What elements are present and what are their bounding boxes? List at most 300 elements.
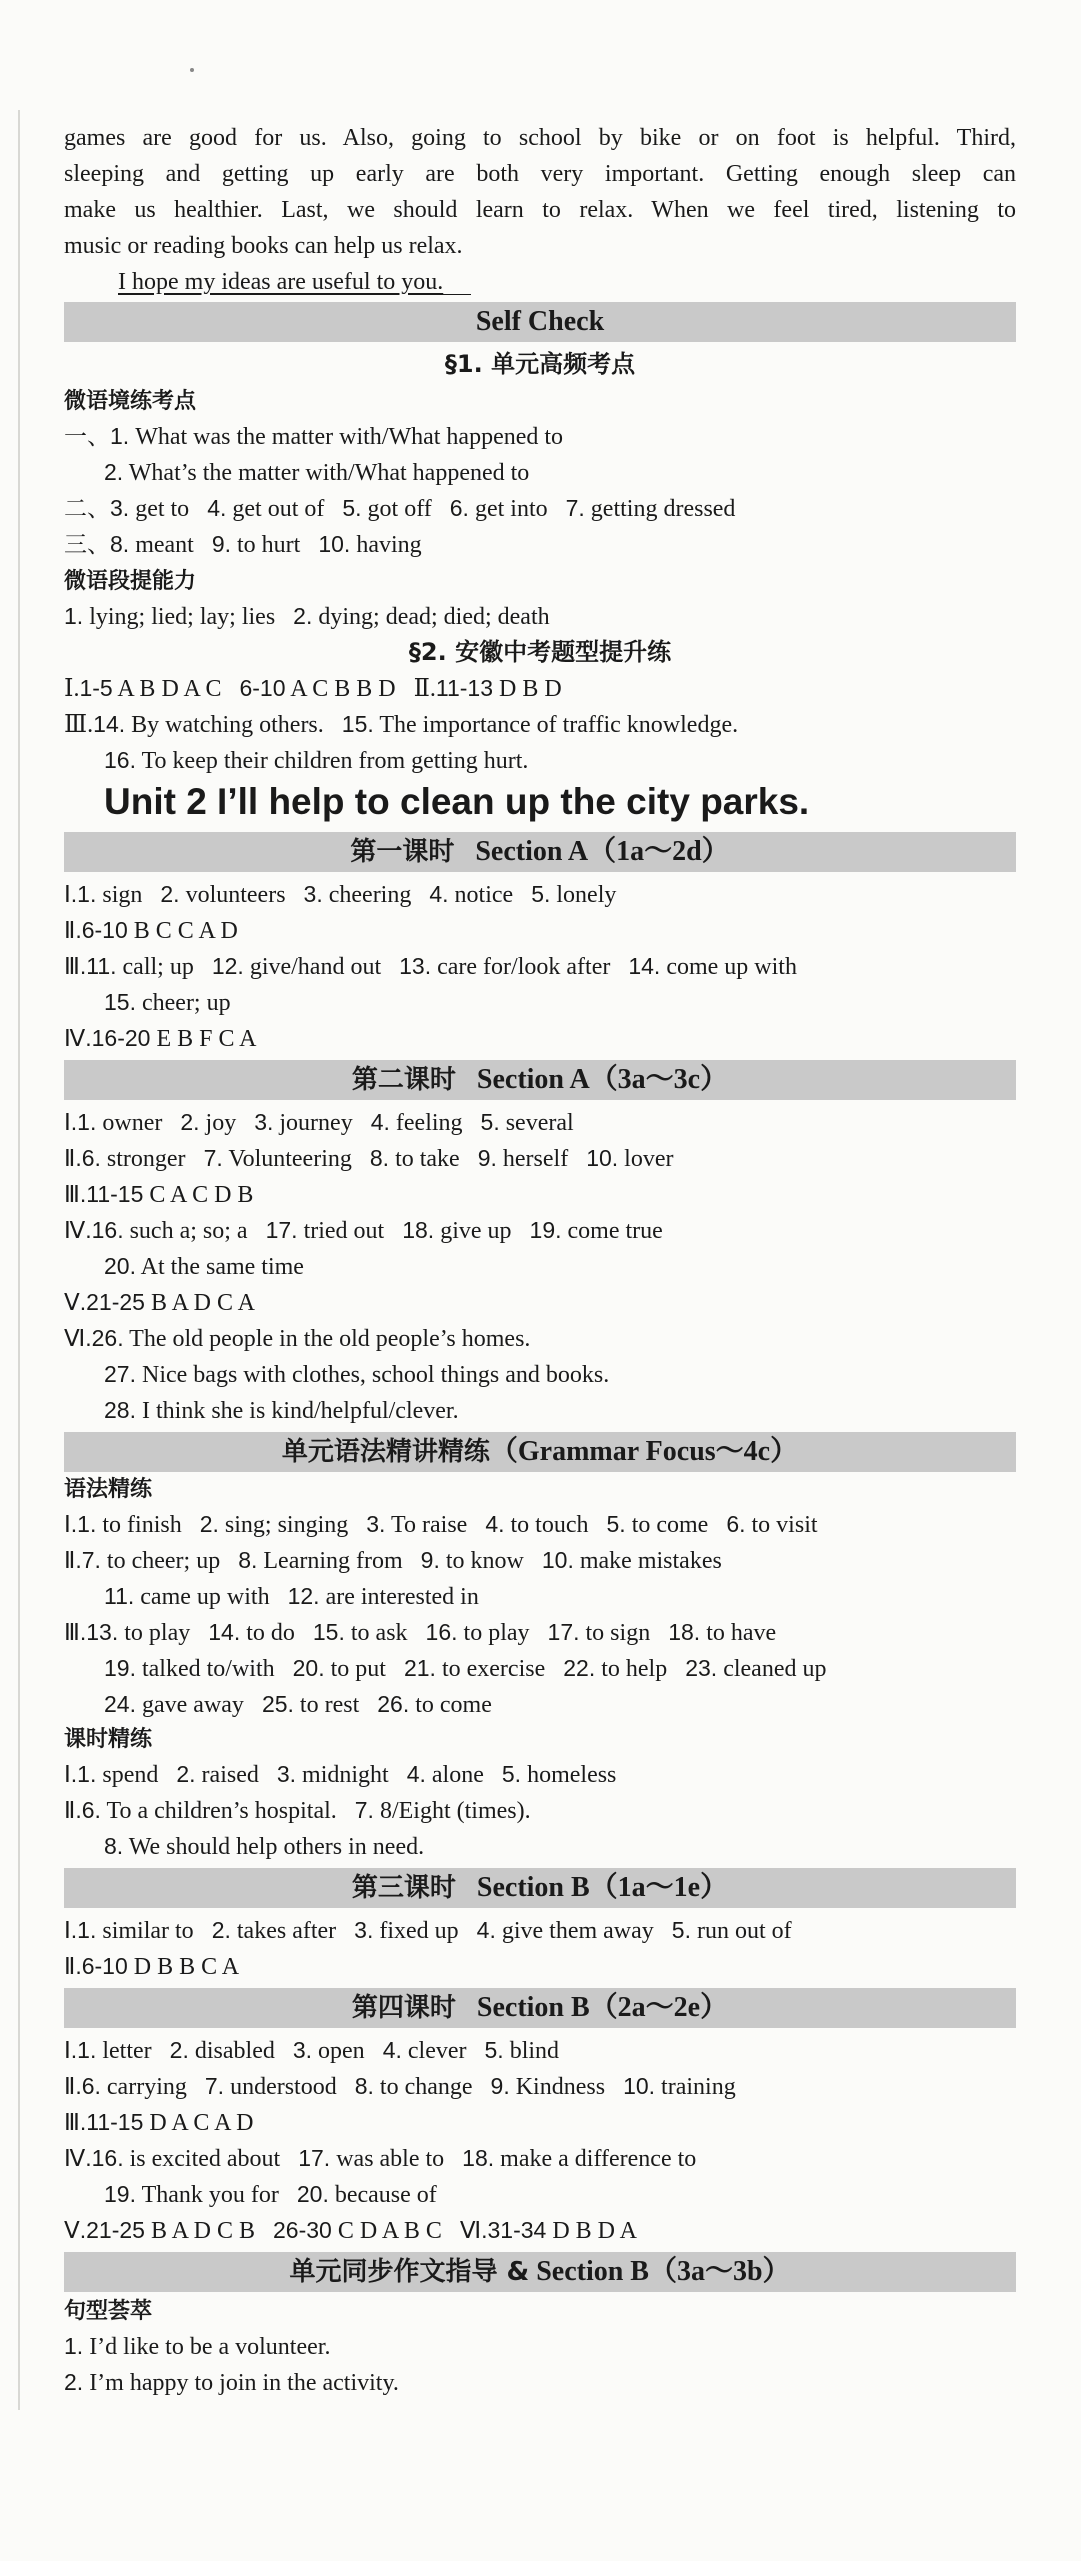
l1-row-5 bbox=[64, 1020, 256, 1057]
answer: sing; singing bbox=[224, 1512, 349, 1538]
answer: give them away bbox=[501, 1918, 654, 1944]
l4-row-6 bbox=[64, 2212, 637, 2249]
num: 20. bbox=[292, 1655, 325, 1681]
sc-answer: The importance of traffic knowledge. bbox=[379, 712, 739, 738]
answer: homeless bbox=[527, 1762, 617, 1788]
answer: takes after bbox=[236, 1918, 337, 1944]
sc-num: 15. bbox=[341, 711, 374, 737]
intro-line-4: music or reading books can help us relax. bbox=[64, 233, 463, 259]
answer: disabled bbox=[194, 2038, 275, 2064]
answer: to rest bbox=[299, 1692, 360, 1718]
answer: come true bbox=[567, 1218, 663, 1244]
num: 21. bbox=[403, 1655, 436, 1681]
num: 20. bbox=[296, 2181, 329, 2207]
sc-num: 1. bbox=[64, 603, 84, 629]
num: 2. bbox=[176, 1761, 196, 1787]
g-row-2 bbox=[64, 1542, 722, 1579]
sc-num: 9. bbox=[211, 531, 232, 557]
answer: fixed up bbox=[379, 1918, 459, 1944]
sc-answer: getting dressed bbox=[590, 496, 736, 522]
num: 3. bbox=[354, 1917, 374, 1943]
intro-line-1: games are good for us. Also, going to school by bike or on foot is helpful. Third, bbox=[64, 125, 1016, 151]
g-row-1 bbox=[64, 1506, 818, 1543]
sc-row-8 bbox=[104, 742, 528, 779]
sc-roman: Ⅱ. bbox=[413, 676, 436, 702]
l1-row-2 bbox=[64, 912, 238, 949]
answer: make a difference to bbox=[500, 2146, 697, 2172]
num: 12. bbox=[211, 953, 244, 979]
answer: to ask bbox=[350, 1620, 408, 1646]
sc-row-5 bbox=[64, 598, 550, 635]
answer: alone bbox=[431, 1762, 484, 1788]
sc-num: 16. bbox=[104, 747, 136, 773]
num: Ⅲ.13. bbox=[64, 1619, 119, 1645]
answer: stronger bbox=[106, 1146, 186, 1172]
answer: B A D C B bbox=[150, 2218, 255, 2244]
answer: to cheer; up bbox=[106, 1548, 221, 1574]
l2-row-1 bbox=[64, 1104, 574, 1141]
answer: notice bbox=[454, 882, 514, 908]
bar-cn: 第三课时 bbox=[351, 1873, 456, 1903]
num: 2. bbox=[160, 881, 180, 907]
sc-num: 11-13 bbox=[435, 675, 494, 701]
answer: E B F C A bbox=[156, 1026, 257, 1052]
answer: because of bbox=[334, 2182, 437, 2208]
num: 5. bbox=[606, 1511, 626, 1537]
answer: herself bbox=[502, 1146, 569, 1172]
sc-answer: To keep their children from getting hurt. bbox=[141, 748, 529, 774]
sc-num: 2. bbox=[293, 603, 313, 629]
num: 4. bbox=[485, 1511, 505, 1537]
answer: understood bbox=[230, 2074, 337, 2100]
answer: give up bbox=[440, 1218, 512, 1244]
num: 10. bbox=[586, 1145, 619, 1171]
num: 5. bbox=[480, 1109, 500, 1135]
answer: are interested in bbox=[325, 1584, 479, 1610]
num: Ⅱ.6-10 bbox=[64, 1953, 128, 1979]
answer: was able to bbox=[336, 2146, 445, 2172]
num: Ⅰ.1. bbox=[64, 2037, 97, 2063]
answer: Volunteering bbox=[228, 1146, 352, 1172]
answer: training bbox=[661, 2074, 736, 2100]
num: 3. bbox=[276, 1761, 297, 1787]
l1-row-3 bbox=[64, 948, 797, 985]
sc-num: 14. bbox=[93, 711, 126, 737]
grammar-bar bbox=[64, 1432, 1016, 1472]
num: Ⅳ.16-20 bbox=[64, 1025, 151, 1051]
label-micro-context: 微语境练考点 bbox=[64, 389, 197, 414]
answer: call; up bbox=[122, 954, 194, 980]
answer: to finish bbox=[102, 1512, 182, 1538]
num: 8. bbox=[369, 1145, 390, 1171]
answer: I think she is kind/helpful/clever. bbox=[141, 1398, 459, 1424]
g-row-3 bbox=[104, 1578, 479, 1615]
num: Ⅰ.1. bbox=[64, 1511, 97, 1537]
num: 2. bbox=[211, 1917, 231, 1943]
sc-roman: Ⅰ. bbox=[64, 676, 80, 702]
writing-bar bbox=[64, 2252, 1016, 2292]
sc-answer: lying; lied; lay; lies bbox=[89, 604, 276, 630]
answer: care for/look after bbox=[437, 954, 611, 980]
answer: To a children’s hospital. bbox=[106, 1798, 337, 1824]
answer: spend bbox=[102, 1762, 159, 1788]
g-row-9 bbox=[104, 1828, 424, 1865]
closing-text: I hope my ideas are useful to you. bbox=[118, 269, 444, 295]
num: Ⅴ.21-25 bbox=[64, 1289, 145, 1315]
answer: I’d like to be a volunteer. bbox=[89, 2334, 331, 2360]
answer: The old people in the old people’s homes. bbox=[129, 1326, 531, 1352]
answer: such a; so; a bbox=[129, 1218, 248, 1244]
answer: talked to/with bbox=[141, 1656, 275, 1682]
bar-cn: 第四课时 bbox=[351, 1993, 456, 2023]
sc-answer: By watching others. bbox=[131, 712, 324, 738]
bar-en: Section B（1a～1e） bbox=[476, 1872, 729, 1903]
sc-answer: get into bbox=[474, 496, 548, 522]
answer: Nice bags with clothes, school things and books. bbox=[141, 1362, 610, 1388]
num: 17. bbox=[547, 1619, 580, 1645]
num: 23. bbox=[685, 1655, 718, 1681]
answer: to sign bbox=[585, 1620, 651, 1646]
num: 17. bbox=[298, 2145, 331, 2171]
answer: tried out bbox=[303, 1218, 385, 1244]
answer: make mistakes bbox=[579, 1548, 722, 1574]
num: 2. bbox=[199, 1511, 219, 1537]
answer: to visit bbox=[751, 1512, 818, 1538]
w-row-1 bbox=[64, 2328, 330, 2365]
answer: run out of bbox=[696, 1918, 792, 1944]
w-row-2 bbox=[64, 2364, 399, 2401]
num: 7. bbox=[204, 2073, 225, 2099]
num: 4. bbox=[382, 2037, 402, 2063]
num: 3. bbox=[366, 1511, 386, 1537]
sc-row-3 bbox=[64, 490, 735, 527]
answer: D B D A bbox=[552, 2218, 637, 2244]
answer: To raise bbox=[391, 1512, 468, 1538]
sc-row-4 bbox=[64, 526, 422, 563]
answer: cheering bbox=[328, 882, 412, 908]
l2-row-6 bbox=[64, 1284, 255, 1321]
answer: open bbox=[318, 2038, 365, 2064]
s1-title: §1. 单元高频考点 bbox=[444, 350, 636, 378]
answer: to come bbox=[415, 1692, 492, 1718]
bar-en: （Grammar Focus～4c） bbox=[489, 1436, 799, 1467]
num: 7. bbox=[354, 1797, 374, 1823]
l4-row-4 bbox=[64, 2140, 696, 2177]
num: Ⅰ.1. bbox=[64, 1761, 97, 1787]
sc-num: 2. bbox=[104, 459, 124, 485]
g-row-6 bbox=[104, 1686, 492, 1723]
l2-row-7 bbox=[64, 1320, 530, 1357]
closing-line bbox=[118, 264, 471, 300]
answer: clever bbox=[407, 2038, 467, 2064]
intro-line-2: sleeping and getting up early are both very important. Getting enough sleep can bbox=[64, 161, 1016, 187]
num: 5. bbox=[501, 1761, 522, 1787]
num: 3. bbox=[254, 1109, 274, 1135]
answer: to help bbox=[601, 1656, 668, 1682]
num: 18. bbox=[462, 2145, 495, 2171]
num: Ⅱ.6-10 bbox=[64, 917, 128, 943]
answer: joy bbox=[205, 1110, 237, 1136]
l2-row-5 bbox=[104, 1248, 304, 1285]
num: 26-30 bbox=[273, 2217, 332, 2243]
answer: I’m happy to join in the activity. bbox=[89, 2370, 399, 2396]
num: 2. bbox=[180, 1109, 200, 1135]
answer: C D A B C bbox=[337, 2218, 442, 2244]
sc-answer: A B D A C bbox=[117, 676, 222, 702]
l2-row-9 bbox=[104, 1392, 459, 1429]
num: 26. bbox=[377, 1691, 410, 1717]
answer: lover bbox=[624, 1146, 674, 1172]
num: 15. bbox=[312, 1619, 345, 1645]
answer: is excited about bbox=[129, 2146, 281, 2172]
label-micro-paragraph: 微语段提能力 bbox=[64, 569, 197, 594]
num: Ⅰ.1. bbox=[64, 881, 97, 907]
num: 12. bbox=[287, 1583, 320, 1609]
sc-num: 二、3. bbox=[64, 495, 130, 521]
scan-dot bbox=[190, 68, 194, 72]
num: 9. bbox=[490, 2073, 510, 2099]
label-lesson-practice: 课时精练 bbox=[64, 1727, 153, 1752]
l3-row-1 bbox=[64, 1912, 792, 1949]
sc-num: 三、8. bbox=[64, 531, 130, 557]
answer: to change bbox=[379, 2074, 473, 2100]
l1-row-1 bbox=[64, 876, 616, 913]
answer: letter bbox=[102, 2038, 152, 2064]
answer: D A C A D bbox=[149, 2110, 254, 2136]
answer: 8/Eight (times). bbox=[379, 1798, 531, 1824]
answer: Thank you for bbox=[141, 2182, 279, 2208]
num: 18. bbox=[668, 1619, 701, 1645]
answer: to put bbox=[330, 1656, 386, 1682]
sc-num: 4. bbox=[207, 495, 227, 521]
num: 3. bbox=[292, 2037, 313, 2063]
sc-answer: get to bbox=[135, 496, 190, 522]
lesson4-bar bbox=[64, 1988, 1016, 2028]
bar-en: Section A（1a～2d） bbox=[475, 836, 730, 867]
answer: raised bbox=[201, 1762, 259, 1788]
num: 4. bbox=[370, 1109, 390, 1135]
answer: owner bbox=[102, 1110, 163, 1136]
answer: sign bbox=[102, 882, 143, 908]
answer: similar to bbox=[102, 1918, 194, 1944]
num: 9. bbox=[420, 1547, 440, 1573]
num: Ⅵ.31-34 bbox=[459, 2217, 547, 2243]
num: 19. bbox=[529, 1217, 562, 1243]
answer: cheer; up bbox=[141, 990, 231, 1016]
num: 10. bbox=[623, 2073, 656, 2099]
sc-answer: having bbox=[356, 532, 422, 558]
answer: C A C D B bbox=[149, 1182, 254, 1208]
num: Ⅴ.21-25 bbox=[64, 2217, 145, 2243]
num: Ⅰ.1. bbox=[64, 1109, 97, 1135]
num: 18. bbox=[402, 1217, 435, 1243]
answer: to exercise bbox=[441, 1656, 546, 1682]
num: 11. bbox=[104, 1583, 135, 1609]
sc-row-6 bbox=[64, 670, 562, 707]
sc-answer: to hurt bbox=[237, 532, 301, 558]
num: Ⅰ.1. bbox=[64, 1917, 97, 1943]
num: 8. bbox=[238, 1547, 258, 1573]
answer: to come bbox=[631, 1512, 709, 1538]
num: Ⅲ.11. bbox=[64, 953, 117, 979]
answer: midnight bbox=[302, 1762, 389, 1788]
g-row-7 bbox=[64, 1756, 616, 1793]
answer: lonely bbox=[556, 882, 617, 908]
answer: to play bbox=[463, 1620, 530, 1646]
num: 3. bbox=[303, 881, 323, 907]
answer: blind bbox=[509, 2038, 560, 2064]
sc-answer: What’s the matter with/What happened to bbox=[128, 460, 530, 486]
answer: Learning from bbox=[263, 1548, 403, 1574]
l4-row-3 bbox=[64, 2104, 253, 2141]
l4-row-5 bbox=[104, 2176, 437, 2213]
l2-row-3 bbox=[64, 1176, 253, 1213]
num: 27. bbox=[104, 1361, 136, 1387]
num: 25. bbox=[261, 1691, 294, 1717]
sc-answer: get out of bbox=[232, 496, 325, 522]
l3-row-2 bbox=[64, 1948, 239, 1985]
sc-answer: got off bbox=[367, 496, 432, 522]
sc-answer: A C B B D bbox=[290, 676, 396, 702]
num: 28. bbox=[104, 1397, 136, 1423]
sc-row-2 bbox=[104, 454, 529, 491]
l2-row-4 bbox=[64, 1212, 663, 1249]
l2-row-2 bbox=[64, 1140, 673, 1177]
bar-en: Section B（3a～3b） bbox=[536, 2256, 791, 2287]
answer: D B B C A bbox=[133, 1954, 240, 1980]
answer: several bbox=[505, 1110, 574, 1136]
num: 2. bbox=[64, 2369, 84, 2395]
num: 19. bbox=[104, 1655, 136, 1681]
num: Ⅱ.7. bbox=[64, 1547, 101, 1573]
lesson1-bar bbox=[64, 832, 1016, 872]
self-check-bar: Self Check bbox=[64, 302, 1016, 342]
num: 13. bbox=[399, 953, 432, 979]
num: 5. bbox=[531, 881, 551, 907]
num: Ⅳ.16. bbox=[64, 2145, 124, 2171]
answer: to do bbox=[246, 1620, 295, 1646]
answer: At the same time bbox=[140, 1254, 304, 1280]
l4-row-2 bbox=[64, 2068, 736, 2105]
g-row-8 bbox=[64, 1792, 531, 1829]
answer: volunteers bbox=[185, 882, 286, 908]
sc-answer: D B D bbox=[499, 676, 562, 702]
lesson2-bar bbox=[64, 1060, 1016, 1100]
num: Ⅳ.16. bbox=[64, 1217, 124, 1243]
s2-title: §2. 安徽中考题型提升练 bbox=[408, 638, 672, 666]
bar-cn: 单元同步作文指导 & bbox=[289, 2257, 530, 2287]
bar-cn: 第二课时 bbox=[351, 1065, 456, 1095]
bar-cn: 第一课时 bbox=[350, 837, 455, 867]
answer: to take bbox=[395, 1146, 460, 1172]
intro-line-3: make us healthier. Last, we should learn to relax. When we feel tired, listening to bbox=[64, 197, 1016, 223]
sc-row-7 bbox=[64, 706, 738, 743]
answer: journey bbox=[279, 1110, 353, 1136]
label-grammar: 语法精练 bbox=[64, 1477, 153, 1502]
sc-roman: Ⅲ. bbox=[64, 712, 94, 738]
answer: feeling bbox=[395, 1110, 463, 1136]
label-sentence-patterns: 句型荟萃 bbox=[64, 2299, 153, 2324]
answer: We should help others in need. bbox=[128, 1834, 425, 1860]
num: Ⅲ.11-15 bbox=[64, 2109, 144, 2135]
num: 15. bbox=[104, 989, 136, 1015]
num: 6. bbox=[726, 1511, 746, 1537]
g-row-4 bbox=[64, 1614, 776, 1651]
bar-en: Section B（2a～2e） bbox=[476, 1992, 729, 2023]
num: 8. bbox=[104, 1833, 124, 1859]
g-row-5 bbox=[104, 1650, 826, 1687]
sc-answer: What was the matter with/What happened to bbox=[135, 424, 564, 450]
sc-row-1 bbox=[64, 418, 563, 455]
num: 19. bbox=[104, 2181, 136, 2207]
num: 2. bbox=[169, 2037, 189, 2063]
answer: came up with bbox=[140, 1584, 270, 1610]
num: 1. bbox=[64, 2333, 84, 2359]
answer: B A D C A bbox=[150, 1290, 255, 1316]
sc-num: 5. bbox=[342, 495, 362, 521]
num: 17. bbox=[265, 1217, 298, 1243]
answer: give/hand out bbox=[249, 954, 382, 980]
num: 4. bbox=[476, 1917, 496, 1943]
sc-answer: dying; dead; died; death bbox=[318, 604, 550, 630]
sc-num: 7. bbox=[565, 495, 585, 521]
num: 14. bbox=[208, 1619, 241, 1645]
sc-num: 一、1. bbox=[64, 423, 130, 449]
num: Ⅱ.6. bbox=[64, 1797, 101, 1823]
num: 9. bbox=[477, 1145, 497, 1171]
answer: gave away bbox=[141, 1692, 244, 1718]
num: Ⅱ.6. bbox=[64, 1145, 101, 1171]
page-edge bbox=[18, 110, 20, 2410]
answer: cleaned up bbox=[723, 1656, 827, 1682]
num: 20. bbox=[104, 1253, 136, 1279]
sc-answer: meant bbox=[135, 532, 194, 558]
num: 8. bbox=[354, 2073, 374, 2099]
num: 16. bbox=[425, 1619, 458, 1645]
sc-num: 10. bbox=[318, 531, 351, 557]
unit-title: Unit 2 I’ll help to clean up the city parks. bbox=[104, 781, 810, 822]
bar-cn: 单元语法精讲精练 bbox=[281, 1437, 490, 1467]
sc-num: 6-10 bbox=[239, 675, 286, 701]
num: 4. bbox=[406, 1761, 426, 1787]
num: 5. bbox=[484, 2037, 504, 2063]
num: 5. bbox=[671, 1917, 691, 1943]
answer: to play bbox=[124, 1620, 191, 1646]
l2-row-8 bbox=[104, 1356, 609, 1393]
num: 24. bbox=[104, 1691, 136, 1717]
answer: B C C A D bbox=[133, 918, 238, 944]
num: 7. bbox=[203, 1145, 223, 1171]
num: 14. bbox=[628, 953, 661, 979]
answer: Kindness bbox=[515, 2074, 606, 2100]
lesson3-bar bbox=[64, 1868, 1016, 1908]
num: Ⅵ.26. bbox=[64, 1325, 124, 1351]
answer: carrying bbox=[106, 2074, 187, 2100]
answer: to have bbox=[706, 1620, 777, 1646]
l4-row-1 bbox=[64, 2032, 559, 2069]
num: 10. bbox=[541, 1547, 574, 1573]
bar-en: Section A（3a～3c） bbox=[476, 1064, 729, 1095]
num: Ⅲ.11-15 bbox=[64, 1181, 144, 1207]
num: 22. bbox=[563, 1655, 596, 1681]
num: 4. bbox=[429, 881, 449, 907]
answer: come up with bbox=[666, 954, 797, 980]
sc-num: 1-5 bbox=[79, 675, 113, 701]
answer: to know bbox=[445, 1548, 524, 1574]
l1-row-4 bbox=[104, 984, 231, 1021]
sc-num: 6. bbox=[449, 495, 469, 521]
num: Ⅱ.6. bbox=[64, 2073, 101, 2099]
